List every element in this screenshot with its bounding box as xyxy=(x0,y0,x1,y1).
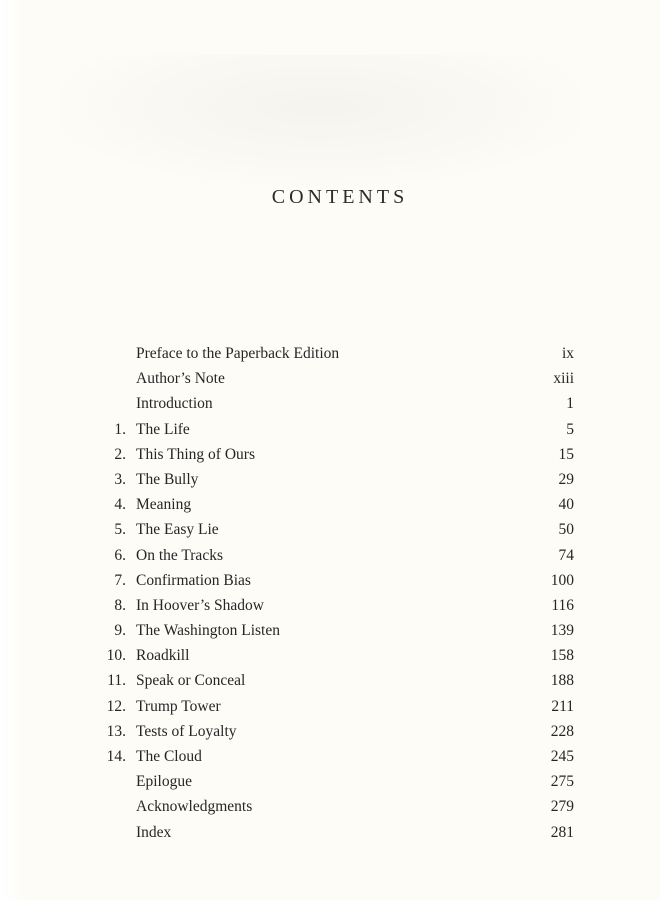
entry-title: Speak or Conceal xyxy=(136,672,246,690)
page-number: 211 xyxy=(551,697,574,715)
toc-entry[interactable] xyxy=(0,366,660,391)
page-number: 139 xyxy=(550,622,574,640)
entry-title: Trump Tower xyxy=(136,697,221,715)
toc-entry[interactable] xyxy=(0,543,660,568)
toc-entry[interactable] xyxy=(0,442,660,467)
toc-entry[interactable] xyxy=(0,492,660,517)
page-number: 29 xyxy=(558,470,574,488)
chapter-number: 6. xyxy=(114,546,126,564)
page-number: 228 xyxy=(550,722,574,740)
chapter-number: 2. xyxy=(114,445,126,463)
chapter-number: 11. xyxy=(107,672,126,690)
page-number: 100 xyxy=(550,571,574,589)
page-number: ix xyxy=(561,345,574,362)
toc-entry[interactable] xyxy=(0,391,660,416)
chapter-number: 9. xyxy=(114,622,126,640)
chapter-number: 12. xyxy=(106,697,126,715)
page-number: 279 xyxy=(550,798,574,816)
toc-entry[interactable] xyxy=(0,417,660,442)
page-number: 74 xyxy=(558,546,574,564)
chapter-number: 5. xyxy=(114,521,126,539)
chapter-number: 8. xyxy=(114,596,126,614)
toc-entry[interactable] xyxy=(0,341,660,366)
bleed-through-shadow xyxy=(60,55,580,185)
entry-title: On the Tracks xyxy=(136,546,223,564)
entry-title: Meaning xyxy=(136,496,192,514)
chapter-number: 7. xyxy=(114,571,126,589)
page-number: 275 xyxy=(550,773,574,791)
entry-title: Preface to the Paperback Edition xyxy=(136,345,340,362)
entry-title: Introduction xyxy=(136,395,213,413)
toc-entry[interactable] xyxy=(0,769,660,794)
page-number: 50 xyxy=(558,521,574,539)
entry-title: The Easy Lie xyxy=(136,521,219,539)
entry-title: The Cloud xyxy=(136,748,202,765)
toc-entry[interactable] xyxy=(0,643,660,668)
entry-title: In Hoover’s Shadow xyxy=(136,596,265,614)
table-of-contents xyxy=(0,341,660,845)
toc-entry[interactable] xyxy=(0,517,660,542)
chapter-number: 1. xyxy=(114,420,126,438)
page-number: 5 xyxy=(566,420,574,438)
page-number: 1 xyxy=(566,395,574,413)
toc-entry[interactable] xyxy=(0,820,660,845)
page-number: 15 xyxy=(558,445,574,463)
toc-entry[interactable] xyxy=(0,719,660,744)
page-number: 40 xyxy=(558,496,574,514)
toc-entry[interactable] xyxy=(0,668,660,693)
page-number: xiii xyxy=(553,370,574,388)
entry-title: This Thing of Ours xyxy=(136,445,255,463)
entry-title: Roadkill xyxy=(136,647,190,665)
chapter-number: 13. xyxy=(106,722,126,740)
chapter-number: 10. xyxy=(106,647,126,665)
entry-title: The Washington Listen xyxy=(136,622,280,640)
chapter-number: 4. xyxy=(114,496,126,514)
chapter-number: 14. xyxy=(106,748,126,765)
entry-title: Author’s Note xyxy=(136,370,225,388)
entry-title: Tests of Loyalty xyxy=(136,722,237,740)
entry-title: The Life xyxy=(136,420,190,438)
toc-entry[interactable] xyxy=(0,467,660,492)
page-number: 116 xyxy=(551,596,574,614)
entry-title: Acknowledgments xyxy=(136,798,253,816)
toc-entry[interactable] xyxy=(0,744,660,769)
page-number: 245 xyxy=(550,748,574,765)
entry-title: Index xyxy=(136,823,172,841)
page-number: 158 xyxy=(550,647,574,665)
chapter-number: 3. xyxy=(114,470,126,488)
toc-entry[interactable] xyxy=(0,694,660,719)
page-number: 188 xyxy=(550,672,574,690)
toc-entry[interactable] xyxy=(0,593,660,618)
entry-title: Epilogue xyxy=(136,773,192,791)
entry-title: Confirmation Bias xyxy=(136,571,251,589)
toc-entry[interactable] xyxy=(0,568,660,593)
entry-title: The Bully xyxy=(136,470,199,488)
page-number: 281 xyxy=(550,823,574,841)
contents-heading: CONTENTS xyxy=(271,186,409,208)
toc-entry[interactable] xyxy=(0,794,660,819)
toc-entry[interactable] xyxy=(0,618,660,643)
